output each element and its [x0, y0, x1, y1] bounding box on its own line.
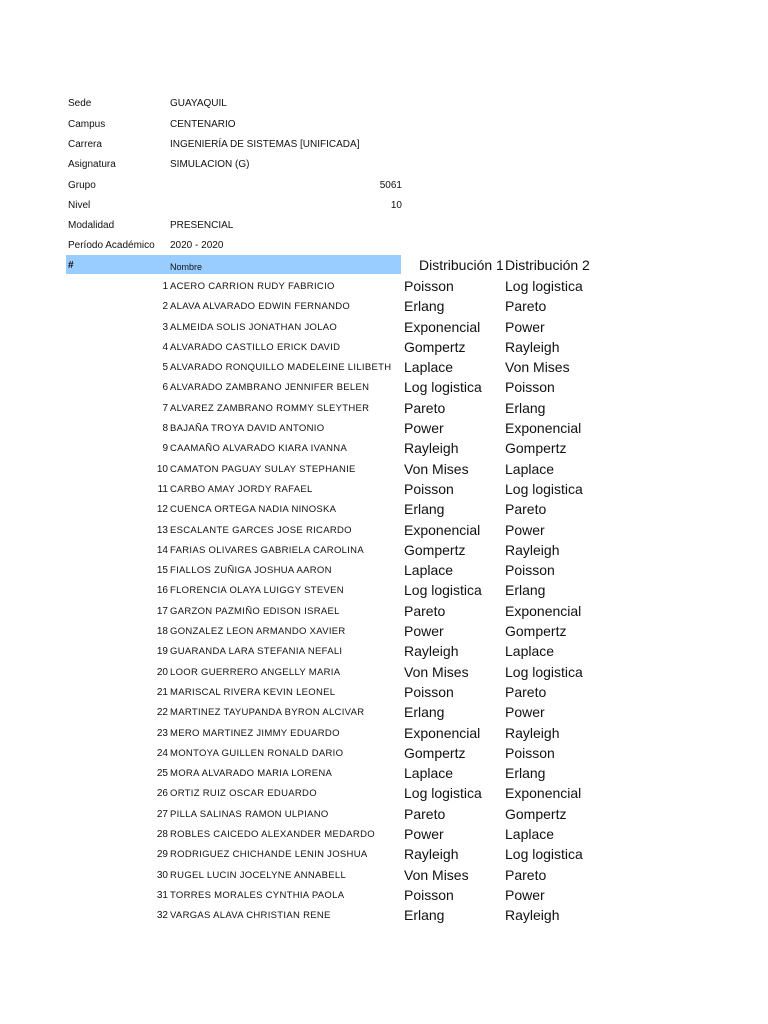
distribution-2: Exponencial	[505, 785, 582, 802]
distribution-1: Rayleigh	[404, 440, 459, 457]
table-row	[0, 824, 768, 844]
student-name: ALVARADO RONQUILLO MADELEINE LILIBETH	[170, 362, 392, 374]
student-name: ALVARADO CASTILLO ERICK DAVID	[170, 341, 341, 353]
row-number: 8	[162, 423, 168, 435]
row-number: 14	[156, 544, 168, 556]
periodo-label: Período Académico	[68, 240, 155, 251]
distribution-2: Pareto	[505, 298, 547, 315]
distribution-2: Pareto	[505, 866, 547, 883]
student-name: ALVAREZ ZAMBRANO ROMMY SLEYTHER	[170, 402, 370, 414]
distribution-2: Poisson	[505, 744, 555, 761]
table-row	[0, 357, 768, 377]
distribution-1: Log logistica	[404, 379, 482, 396]
row-number: 11	[157, 483, 168, 495]
distribution-2: Power	[505, 521, 545, 538]
nivel-label: Nivel	[68, 200, 91, 211]
student-name: FLORENCIA OLAYA LUIGGY STEVEN	[170, 585, 344, 597]
distribution-2: Log logistica	[505, 480, 583, 497]
distribution-1: Gompertz	[404, 541, 466, 558]
distribution-2: Log logistica	[505, 278, 583, 294]
distribution-1: Laplace	[404, 765, 454, 782]
distribution-2: Laplace	[505, 460, 555, 477]
distribution-1: Laplace	[404, 359, 454, 376]
asignatura-label: Asignatura	[68, 159, 116, 170]
distribution-1: Poisson	[404, 683, 454, 700]
distribution-1: Pareto	[404, 602, 446, 619]
modalidad-label: Modalidad	[68, 220, 115, 231]
header-nombre: Nombre	[170, 262, 203, 272]
row-number: 4	[162, 341, 168, 353]
table-row	[0, 560, 768, 580]
distribution-2: Power	[505, 318, 545, 335]
distribution-1: Von Mises	[404, 663, 469, 680]
row-number: 17	[156, 605, 168, 617]
table-row	[0, 418, 768, 438]
student-name: CAAMAÑO ALVARADO KIARA IVANNA	[170, 443, 348, 455]
student-name: GARZON PAZMIÑO EDISON ISRAEL	[170, 605, 340, 617]
distribution-2: Von Mises	[505, 359, 570, 376]
distribution-2: Erlang	[505, 582, 546, 599]
distribution-1: Von Mises	[404, 866, 469, 883]
row-number: 13	[156, 524, 168, 536]
distribution-1: Erlang	[404, 704, 445, 721]
table-row	[0, 682, 768, 702]
student-name: ALMEIDA SOLIS JONATHAN JOLAO	[170, 321, 338, 333]
distribution-1: Power	[404, 420, 444, 437]
sede-value: GUAYAQUIL	[170, 98, 227, 109]
table-row	[0, 662, 768, 682]
distribution-2: Erlang	[505, 399, 546, 416]
header-number: #	[68, 260, 74, 271]
table-row	[0, 499, 768, 519]
row-number: 2	[162, 301, 168, 313]
student-name: CARBO AMAY JORDY RAFAEL	[170, 483, 313, 495]
sede-label: Sede	[68, 98, 92, 109]
table-row	[0, 723, 768, 743]
student-name: MARISCAL RIVERA KEVIN LEONEL	[170, 686, 336, 698]
distribution-2: Log logistica	[505, 846, 583, 863]
distribution-1: Power	[404, 623, 444, 640]
distribution-2: Pareto	[505, 501, 547, 518]
table-row	[0, 337, 768, 357]
distribution-1: Laplace	[404, 562, 454, 579]
distribution-1: Exponencial	[404, 724, 481, 741]
table-row	[0, 317, 768, 337]
student-name: FIALLOS ZUÑIGA JOSHUA AARON	[170, 565, 332, 577]
table-row	[0, 580, 768, 600]
table-row	[0, 438, 768, 458]
student-name: ALVARADO ZAMBRANO JENNIFER BELEN	[170, 382, 370, 394]
table-row	[0, 296, 768, 316]
distribution-2: Poisson	[505, 379, 555, 396]
table-row	[0, 276, 768, 296]
distribution-1: Poisson	[404, 886, 454, 903]
row-number: 16	[156, 585, 168, 597]
row-number: 30	[156, 869, 168, 881]
distribution-2: Rayleigh	[505, 907, 560, 924]
table-row	[0, 702, 768, 722]
distribution-2: Erlang	[505, 765, 546, 782]
row-number: 20	[156, 666, 168, 678]
student-name: PILLA SALINAS RAMON ULPIANO	[170, 808, 329, 820]
distribution-2: Exponencial	[505, 602, 582, 619]
distribution-1: Gompertz	[404, 338, 466, 355]
distribution-2: Rayleigh	[505, 541, 560, 558]
nivel-value: 10	[390, 200, 402, 211]
distribution-1: Rayleigh	[404, 643, 459, 660]
row-number: 29	[156, 849, 168, 861]
student-name: ORTIZ RUIZ OSCAR EDUARDO	[170, 788, 317, 800]
row-number: 25	[156, 768, 168, 780]
table-row	[0, 905, 768, 925]
row-number: 7	[162, 402, 168, 414]
distribution-1: Log logistica	[404, 582, 482, 599]
carrera-value: INGENIERÍA DE SISTEMAS [UNIFICADA]	[170, 139, 360, 150]
distribution-1: Log logistica	[404, 785, 482, 802]
table-row	[0, 885, 768, 905]
row-number: 1	[162, 281, 168, 292]
student-name: RUGEL LUCIN JOCELYNE ANNABELL	[170, 869, 347, 881]
row-number: 32	[156, 910, 168, 922]
row-number: 23	[156, 727, 168, 739]
header-distribucion-2: Distribución 2	[505, 257, 590, 273]
table-row	[0, 844, 768, 864]
student-name: ROBLES CAICEDO ALEXANDER MEDARDO	[170, 829, 375, 841]
table-row	[0, 783, 768, 803]
distribution-1: Rayleigh	[404, 846, 459, 863]
table-header-band	[66, 255, 401, 274]
student-name: MONTOYA GUILLEN RONALD DARIO	[170, 747, 344, 759]
campus-label: Campus	[68, 119, 106, 130]
distribution-2: Power	[505, 886, 545, 903]
row-number: 9	[162, 443, 168, 455]
campus-value: CENTENARIO	[170, 119, 236, 130]
student-name: ALAVA ALVARADO EDWIN FERNANDO	[170, 301, 351, 313]
table-row	[0, 377, 768, 397]
distribution-2: Laplace	[505, 826, 555, 843]
grupo-label: Grupo	[68, 180, 96, 191]
distribution-1: Gompertz	[404, 744, 466, 761]
student-name: TORRES MORALES CYNTHIA PAOLA	[170, 889, 345, 901]
student-table-body	[0, 276, 768, 926]
student-name: VARGAS ALAVA CHRISTIAN RENE	[170, 910, 331, 922]
table-row	[0, 804, 768, 824]
distribution-1: Power	[404, 826, 444, 843]
row-number: 27	[156, 808, 168, 820]
distribution-2: Rayleigh	[505, 338, 560, 355]
distribution-1: Poisson	[404, 480, 454, 497]
distribution-1: Von Mises	[404, 460, 469, 477]
student-name: ESCALANTE GARCES JOSE RICARDO	[170, 524, 352, 536]
distribution-1: Poisson	[404, 278, 454, 294]
table-row	[0, 763, 768, 783]
student-name: MARTINEZ TAYUPANDA BYRON ALCIVAR	[170, 707, 365, 719]
student-name: RODRIGUEZ CHICHANDE LENIN JOSHUA	[170, 849, 368, 861]
student-name: ACERO CARRION RUDY FABRICIO	[170, 281, 335, 292]
row-number: 26	[156, 788, 168, 800]
distribution-2: Gompertz	[505, 440, 567, 457]
carrera-label: Carrera	[68, 139, 102, 150]
table-row	[0, 540, 768, 560]
distribution-1: Exponencial	[404, 318, 481, 335]
distribution-2: Laplace	[505, 643, 555, 660]
row-number: 31	[156, 889, 168, 901]
row-number: 3	[162, 321, 168, 333]
student-name: GUARANDA LARA STEFANIA NEFALI	[170, 646, 343, 658]
distribution-2: Gompertz	[505, 623, 567, 640]
table-row	[0, 641, 768, 661]
student-name: MERO MARTINEZ JIMMY EDUARDO	[170, 727, 340, 739]
table-row	[0, 865, 768, 885]
row-number: 15	[156, 565, 168, 577]
row-number: 6	[162, 382, 168, 394]
table-row	[0, 459, 768, 479]
table-row	[0, 520, 768, 540]
row-number: 10	[156, 463, 168, 475]
distribution-2: Power	[505, 704, 545, 721]
row-number: 18	[156, 626, 168, 638]
row-number: 19	[156, 646, 168, 658]
distribution-1: Pareto	[404, 805, 446, 822]
asignatura-value: SIMULACION (G)	[170, 159, 250, 170]
student-name: FARIAS OLIVARES GABRIELA CAROLINA	[170, 544, 364, 556]
table-row	[0, 743, 768, 763]
distribution-2: Exponencial	[505, 420, 582, 437]
periodo-value: 2020 - 2020	[170, 240, 224, 251]
distribution-2: Rayleigh	[505, 724, 560, 741]
distribution-1: Exponencial	[404, 521, 481, 538]
grupo-value: 5061	[379, 180, 402, 191]
table-row	[0, 398, 768, 418]
student-name: CUENCA ORTEGA NADIA NINOSKA	[170, 504, 337, 516]
header-distribucion-1: Distribución 1	[419, 257, 504, 273]
modalidad-value: PRESENCIAL	[170, 220, 234, 231]
row-number: 24	[156, 747, 168, 759]
row-number: 21	[156, 686, 168, 698]
row-number: 28	[156, 829, 168, 841]
row-number: 22	[156, 707, 168, 719]
row-number: 5	[162, 362, 168, 374]
distribution-1: Erlang	[404, 298, 445, 315]
table-row	[0, 479, 768, 499]
distribution-2: Poisson	[505, 562, 555, 579]
table-row	[0, 621, 768, 641]
student-name: CAMATON PAGUAY SULAY STEPHANIE	[170, 463, 356, 475]
student-name: LOOR GUERRERO ANGELLY MARIA	[170, 666, 341, 678]
distribution-1: Erlang	[404, 907, 445, 924]
distribution-2: Gompertz	[505, 805, 567, 822]
student-name: GONZALEZ LEON ARMANDO XAVIER	[170, 626, 346, 638]
student-name: BAJAÑA TROYA DAVID ANTONIO	[170, 423, 325, 435]
table-row	[0, 601, 768, 621]
distribution-1: Erlang	[404, 501, 445, 518]
distribution-2: Log logistica	[505, 663, 583, 680]
distribution-2: Pareto	[505, 683, 547, 700]
student-name: MORA ALVARADO MARIA LORENA	[170, 768, 333, 780]
distribution-1: Pareto	[404, 399, 446, 416]
row-number: 12	[156, 504, 168, 516]
